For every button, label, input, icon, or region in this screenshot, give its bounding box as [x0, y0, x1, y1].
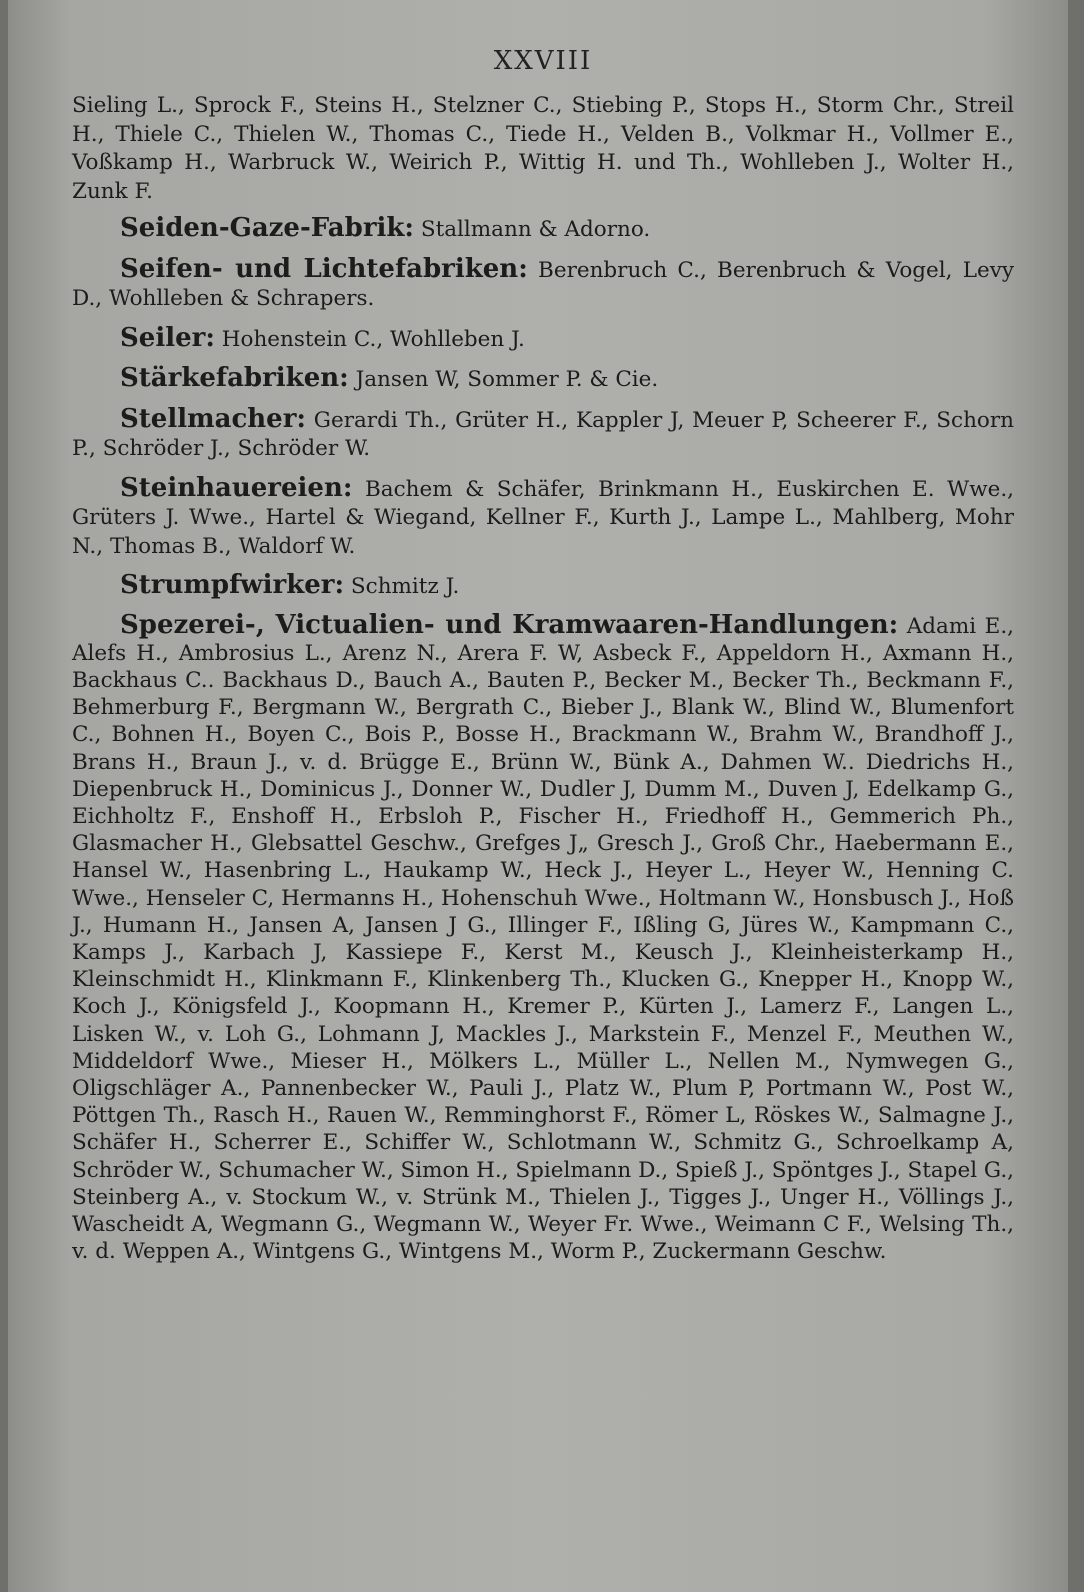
entry-names: Berenbruch C., Berenbruch & Vogel, Levy D., Wohlleben & Schrapers. [72, 257, 1014, 311]
page-number: XXVIII [493, 46, 593, 76]
entry-names: Jansen W, Sommer P. & Cie. [355, 367, 659, 392]
directory-entry [72, 92, 1014, 206]
entry-names: Hohenstein C., Wohlleben J. [221, 326, 525, 352]
directory-entry [72, 609, 1014, 1266]
directory-entry [72, 255, 1014, 314]
trade-heading: Seiden-Gaze-Fabrik: [120, 213, 415, 243]
trade-heading: Strumpfwirker: [120, 570, 345, 600]
directory-entry [72, 474, 1014, 562]
trade-heading: Seifen- und Lichtefabriken: [120, 253, 528, 284]
directory-page [8, 0, 1068, 1592]
entry-names: Bachem & Schäfer, Brinkmann H., Euskirchen E. Wwe., Grüters J. Wwe., Hartel & Wiegand, Kellner F., Kurth J., Lampe L., Mahlberg, Mohr N., Thomas B., Waldorf W. [72, 476, 1014, 559]
directory-entry [72, 324, 1014, 355]
entry-names: Sieling L., Sprock F., Steins H., Stelzner C., Stiebing P., Stops H., Storm Chr., Streil H., Thiele C., Thielen W., Thomas C., Tiede H., Velden B., Volkmar H., Vollmer E., Voßkamp H., Warbruck W., Weirich P., Wittig H. und Th., Wohlleben J., Wolter H., Zunk F. [72, 93, 1014, 204]
trade-heading: Spezerei-, Victualien- und Kramwaaren-Handlungen: [120, 609, 899, 640]
directory-entry [72, 405, 1014, 464]
directory-entry [72, 214, 1014, 245]
trade-heading: Stellmacher: [120, 403, 307, 434]
entry-names: Adami E., Alefs H., Ambrosius L., Arenz N., Arera F. W, Asbeck F., Appeldorn H., Axmann H., Backhaus C.. Backhaus D., Bauch A., Bauten P., Becker M., Becker Th., Beckmann F., Behmerburg F., Bergmann W., Bergrath C., Bieber J., Blank W., Blind W., Blumenfort C., Bohnen H., Boyen C., Bois P., Bosse H., Brackmann W., Brahm W., Brandhoff J., Brans H., Braun J., v. d. Brügge E., Brünn W., Bünk A., Dahmen W.. Diedrichs H., Diepenbruck H., Dominicus J., Donner W., Dudler J, Dumm M., Duven J, Edelkamp G., Eichholtz F., Enshoff H., Erbsloh P., Fischer H., Friedhoff H., Gemmerich Ph., Glasmacher H., Glebsattel Geschw., Grefges J„ Gresch J., Groß Chr., Haebermann E., Hansel W., Hasenbring L., Haukamp W., Heck J., Heyer L., Heyer W., Henning C. Wwe., Henseler C, Hermanns H., Hohenschuh Wwe., Holtmann W., Honsbusch J., Hoß J., Humann H., Jansen A, Jansen J G., Illinger F., Ißling G, Jüres W., Kampmann C., Kamps J., Karbach J, Kassiepe F., Kerst M., Keusch J., Kleinheisterkamp H., Kleinschmidt H., Klinkmann F., Klinkenberg Th., Klucken G., Knepper H., Knopp W., Koch J., Königsfeld J., Koopmann H., Kremer P., Kürten J., Lamerz F., Langen L., Lisken W., v. Loh G., Lohmann J, Mackles J., Markstein F., Menzel F., Meuthen W., Middeldorf Wwe., Mieser H., Mölkers L., Müller L., Nellen M., Nymwegen G., Oligschläger A., Pannenbecker W., Pauli J., Platz W., Plum P, Portmann W., Post W., Pöttgen Th., Rasch H., Rauen W., Remminghorst F., Römer L, Röskes W., Salmagne J., Schäfer H., Scherrer E., Schiffer W., Schlotmann W., Schmitz G., Schroelkamp A, Schröder W., Schumacher W., Simon H., Spielmann D., Spieß J., Spöntges J., Stapel G., Steinberg A., v. Stockum W., v. Strünk M., Thielen J., Tigges J., Unger H., Völlings J., Wascheidt A, Wegmann G., Wegmann W., Weyer Fr. Wwe., Weimann C F., Welsing Th., v. d. Weppen A., Wintgens G., Wintgens M., Worm P., Zuckermann Geschw. [72, 613, 1014, 1265]
directory-entry [72, 571, 1014, 602]
entry-names: Stallmann & Adorno. [420, 217, 651, 242]
directory-entry [72, 364, 1014, 395]
trade-heading: Stärkefabriken: [120, 363, 349, 393]
trade-heading: Steinhauereien: [120, 472, 353, 503]
entry-names: Schmitz J. [350, 574, 460, 599]
entry-names: Gerardi Th., Grüter H., Kappler J, Meuer P, Scheerer F., Schorn P., Schröder J., Schröder W. [72, 407, 1014, 461]
trade-heading: Seiler: [120, 322, 215, 353]
